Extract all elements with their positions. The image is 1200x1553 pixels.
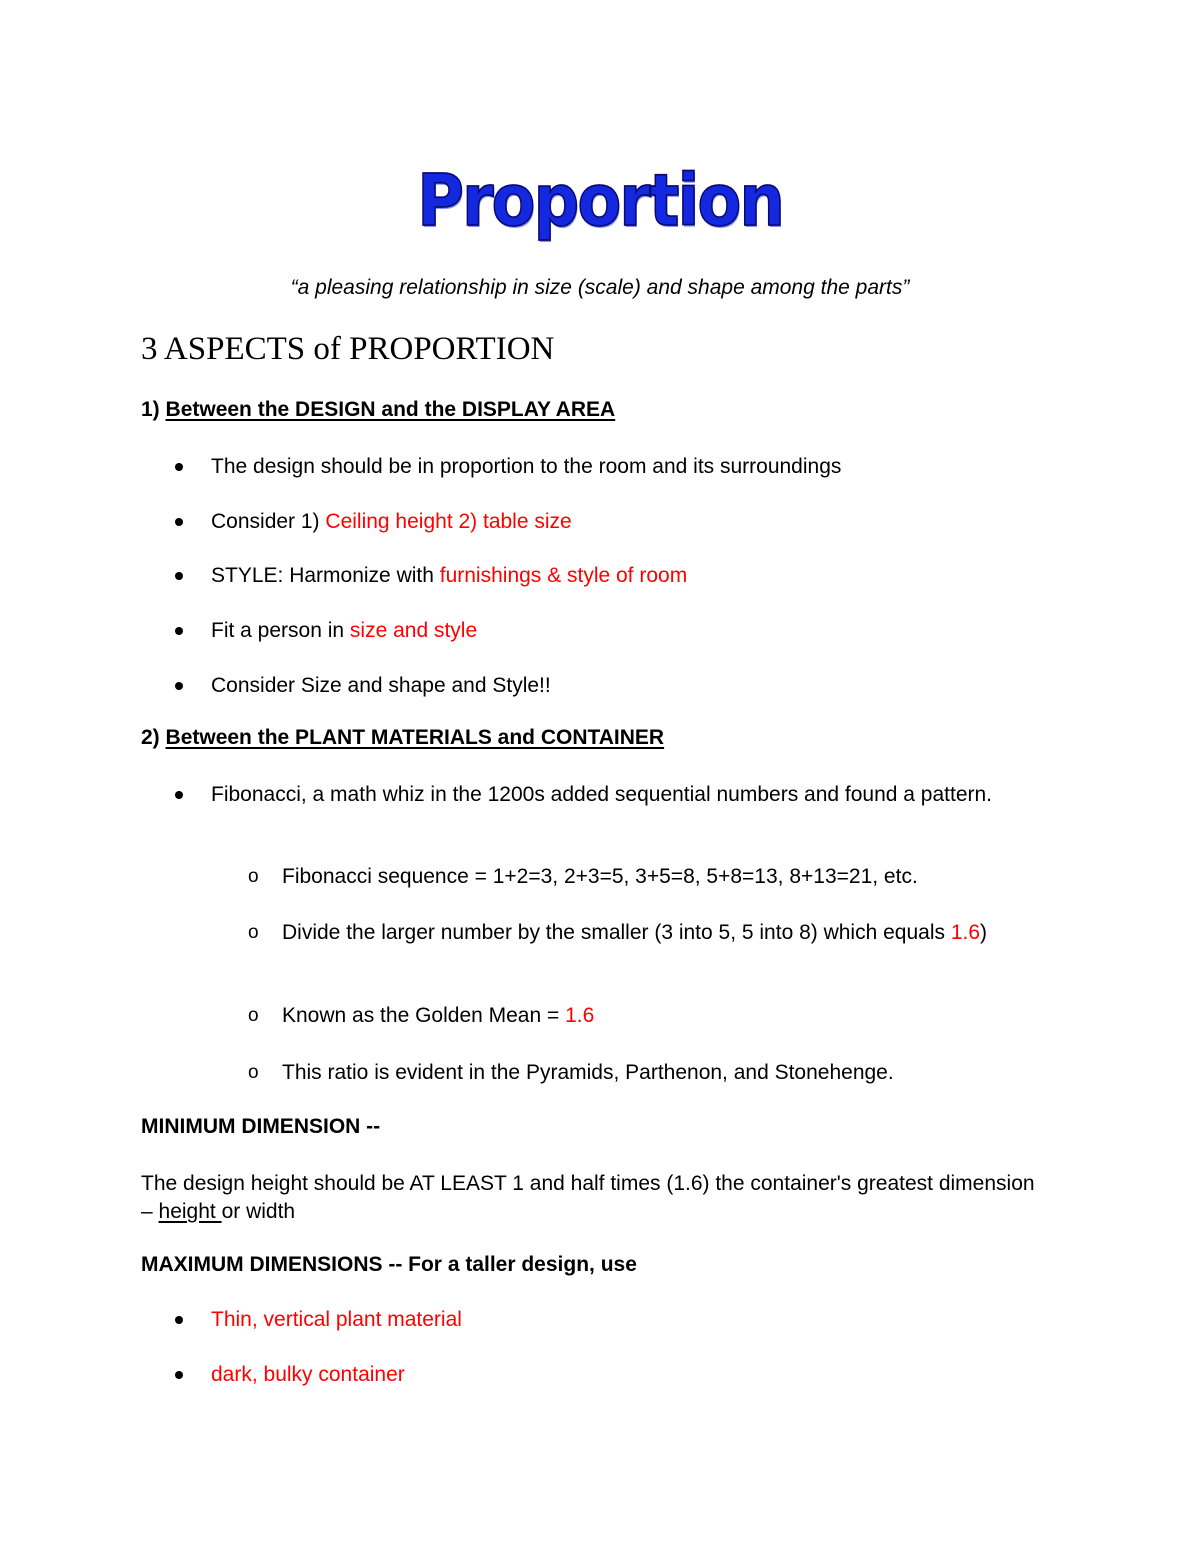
page-title: Proportion (417, 160, 783, 243)
bullet-text: Fibonacci, a math whiz in the 1200s added sequential numbers and found a pattern. (211, 783, 993, 806)
sub-bullet-marker: o (248, 1005, 259, 1026)
bullet-text: Fit a person in (211, 619, 350, 642)
sub-list-item (248, 1059, 1052, 1087)
section1-heading (141, 398, 615, 422)
bullet-text: Consider 1) (211, 510, 320, 533)
aspects-heading: 3 ASPECTS of PROPORTION (141, 331, 555, 367)
bullet-text: Consider Size and shape and Style!! (211, 674, 551, 697)
bullet-highlight: furnishings & style of room (439, 564, 688, 587)
list-item (211, 672, 1051, 700)
sub-list-item (248, 863, 1052, 891)
bullet-text: Thin, vertical plant material (211, 1308, 462, 1331)
minimum-underlined-word: height (158, 1200, 222, 1223)
minimum-text: The design height should be AT LEAST 1 and half times (1.6) the container's greatest dimension – (141, 1172, 1035, 1223)
sub-bullet-marker: o (248, 1062, 259, 1083)
sub-list-item (248, 1002, 1052, 1030)
list-item (211, 508, 1051, 536)
maximum-heading: MAXIMUM DIMENSIONS -- For a taller design, use (141, 1253, 637, 1276)
list-item (211, 453, 1051, 481)
minimum-paragraph (141, 1170, 1051, 1226)
bullet-highlight: size and style (349, 619, 478, 642)
minimum-text-suffix: or width (221, 1200, 296, 1223)
bullet-text: dark, bulky container (211, 1363, 405, 1386)
sub-bullet-marker: o (248, 866, 259, 887)
bullet-highlight: Ceiling height 2) table size (319, 510, 572, 533)
section2-number: 2) (141, 726, 160, 749)
bullet-text: The design should be in proportion to the room and its surroundings (211, 455, 842, 478)
sub-item-text: Fibonacci sequence = 1+2=3, 2+3=5, 3+5=8, 5+8=13, 8+13=21, etc. (282, 865, 918, 888)
sub-bullet-marker: o (248, 922, 259, 943)
section1-number: 1) (141, 398, 160, 421)
section1-title: Between the DESIGN and the DISPLAY AREA (165, 398, 616, 421)
sub-item-text: Known as the Golden Mean = (282, 1004, 566, 1027)
sub-item-highlight: 1.6 (950, 921, 981, 944)
section2-title: Between the PLANT MATERIALS and CONTAINER (165, 726, 665, 749)
sub-item-highlight: 1.6 (565, 1004, 595, 1027)
bullet-text: STYLE: Harmonize with (211, 564, 440, 587)
title-area (0, 160, 1200, 243)
sub-list-item (248, 919, 1052, 947)
list-item (211, 1361, 1051, 1389)
minimum-heading: MINIMUM DIMENSION -- (141, 1115, 381, 1138)
list-item (211, 617, 1051, 645)
definition-quote: “a pleasing relationship in size (scale) and shape among the parts” (290, 276, 910, 299)
sub-item-text: This ratio is evident in the Pyramids, Parthenon, and Stonehenge. (282, 1061, 894, 1084)
list-item (211, 781, 1051, 809)
list-item (211, 1306, 1051, 1334)
sub-item-text: Divide the larger number by the smaller (3 into 5, 5 into 8) which equals (282, 921, 951, 944)
sub-item-text: ) (980, 921, 988, 944)
section2-heading (141, 726, 664, 750)
list-item (211, 562, 1051, 590)
